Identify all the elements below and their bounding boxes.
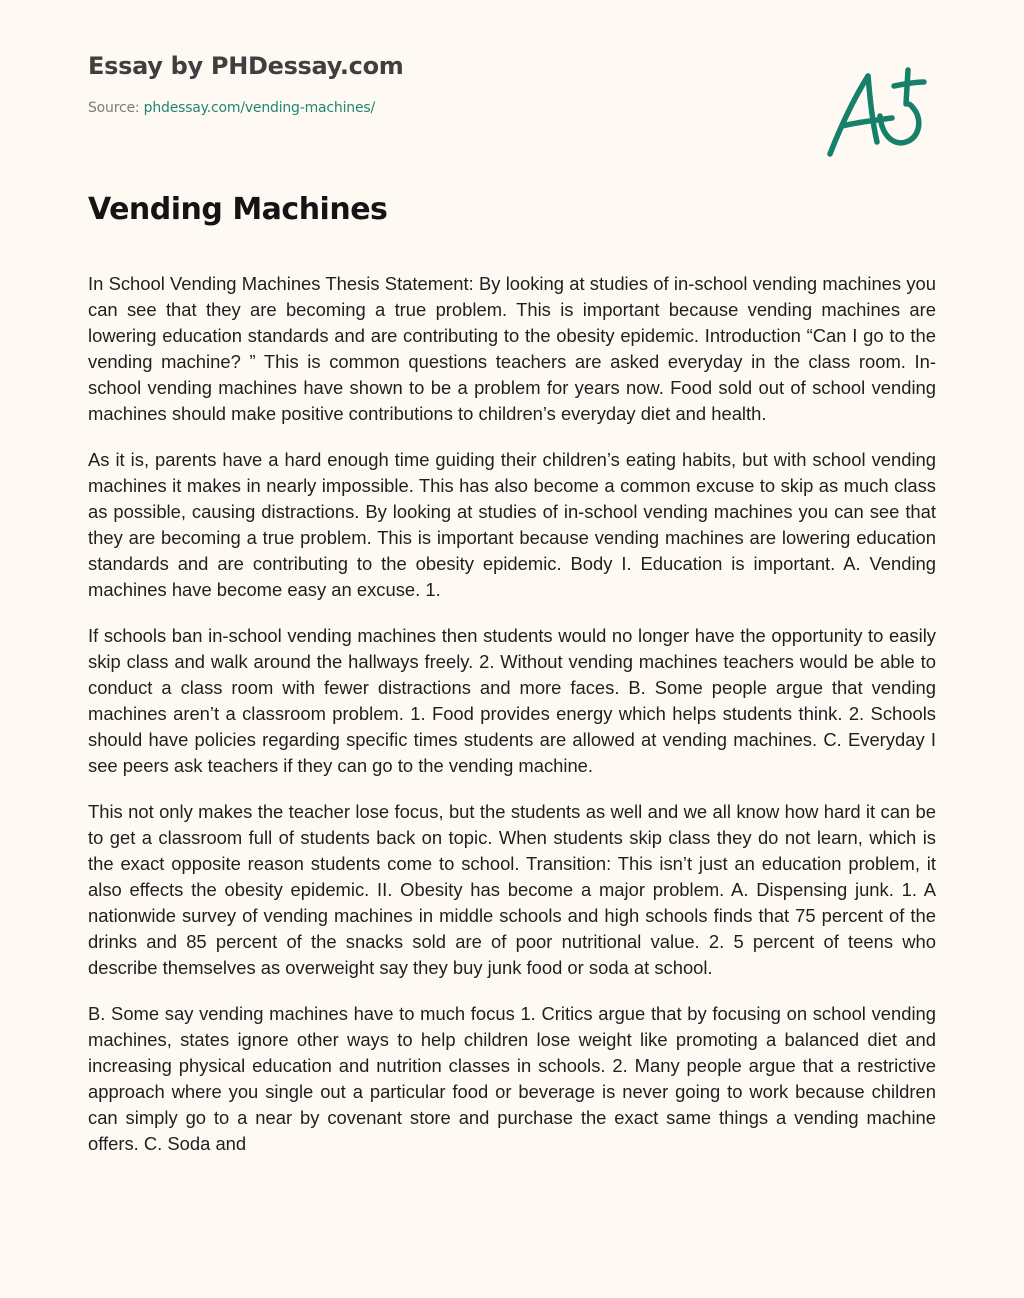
essay-paragraph: In School Vending Machines Thesis Statement: By looking at studies of in-school vending machines you can see that they are becoming a true problem. This is important because vending machines are lowering education standards and are contributing to the obesity epidemic. Introduction “Can I go to the vending machine? ” This is common questions teachers are asked everyday in the class room. In-school vending machines have shown to be a problem for years now. Food sold out of school vending machines should make positive contributions to children’s everyday diet and health.: [88, 273, 936, 424]
site-title: Essay by PHDessay.com: [88, 52, 404, 80]
essay-paragraph: B. Some say vending machines have to much focus 1. Critics argue that by focusing on school vending machines, states ignore other ways to help children lose weight like promoting a balanced diet and increasing physical education and nutrition classes in schools. 2. Many people argue that a restrictive approach where you single out a particular food or beverage is never going to work because children can simply go to a near by covenant store and purchase the exact same things a vending machine offers. C. Soda and: [88, 1003, 936, 1154]
source-link[interactable]: phdessay.com/vending-machines/: [143, 100, 375, 116]
essay-paragraph: This not only makes the teacher lose focus, but the students as well and we all know how hard it can be to get a classroom full of students back on topic. When students skip class they do not learn, which is the exact opposite reason students come to school. Transition: This isn’t just an education problem, it also effects the obesity epidemic. II. Obesity has become a major problem. A. Dispensing junk. 1. A nationwide survey of vending machines in middle schools and high schools finds that 75 percent of the drinks and 85 percent of the snacks sold are of poor nutritional value. 2. 5 percent of teens who describe themselves as overweight say they buy junk food or soda at school.: [88, 801, 936, 978]
essay-paragraph: As it is, parents have a hard enough time guiding their children’s eating habits, but with school vending machines it makes in nearly impossible. This has also become a common excuse to skip as much class as possible, causing distractions. By looking at studies of in-school vending machines you can see that they are becoming a true problem. This is important because vending machines are lowering education standards and are contributing to the obesity epidemic. Body I. Education is important. A. Vending machines have become easy an excuse. 1.: [88, 449, 936, 600]
essay-body: [88, 271, 936, 1255]
page-header: [88, 50, 788, 118]
source-label: Source:: [88, 100, 144, 116]
source-line: [88, 98, 788, 118]
essay-paragraph: If schools ban in-school vending machines then students would no longer have the opportunity to easily skip class and walk around the hallways freely. 2. Without vending machines teachers would be able to conduct a class room with fewer distractions and more faces. B. Some people argue that vending machines aren’t a classroom problem. 1. Food provides energy which helps students think. 2. Schools should have policies regarding specific times students are allowed at vending machines. C. Everyday I see peers ask teachers if they can go to the vending machine.: [88, 625, 936, 776]
a-plus-grade-icon: [822, 62, 932, 162]
essay-title: Vending Machines: [88, 192, 388, 227]
